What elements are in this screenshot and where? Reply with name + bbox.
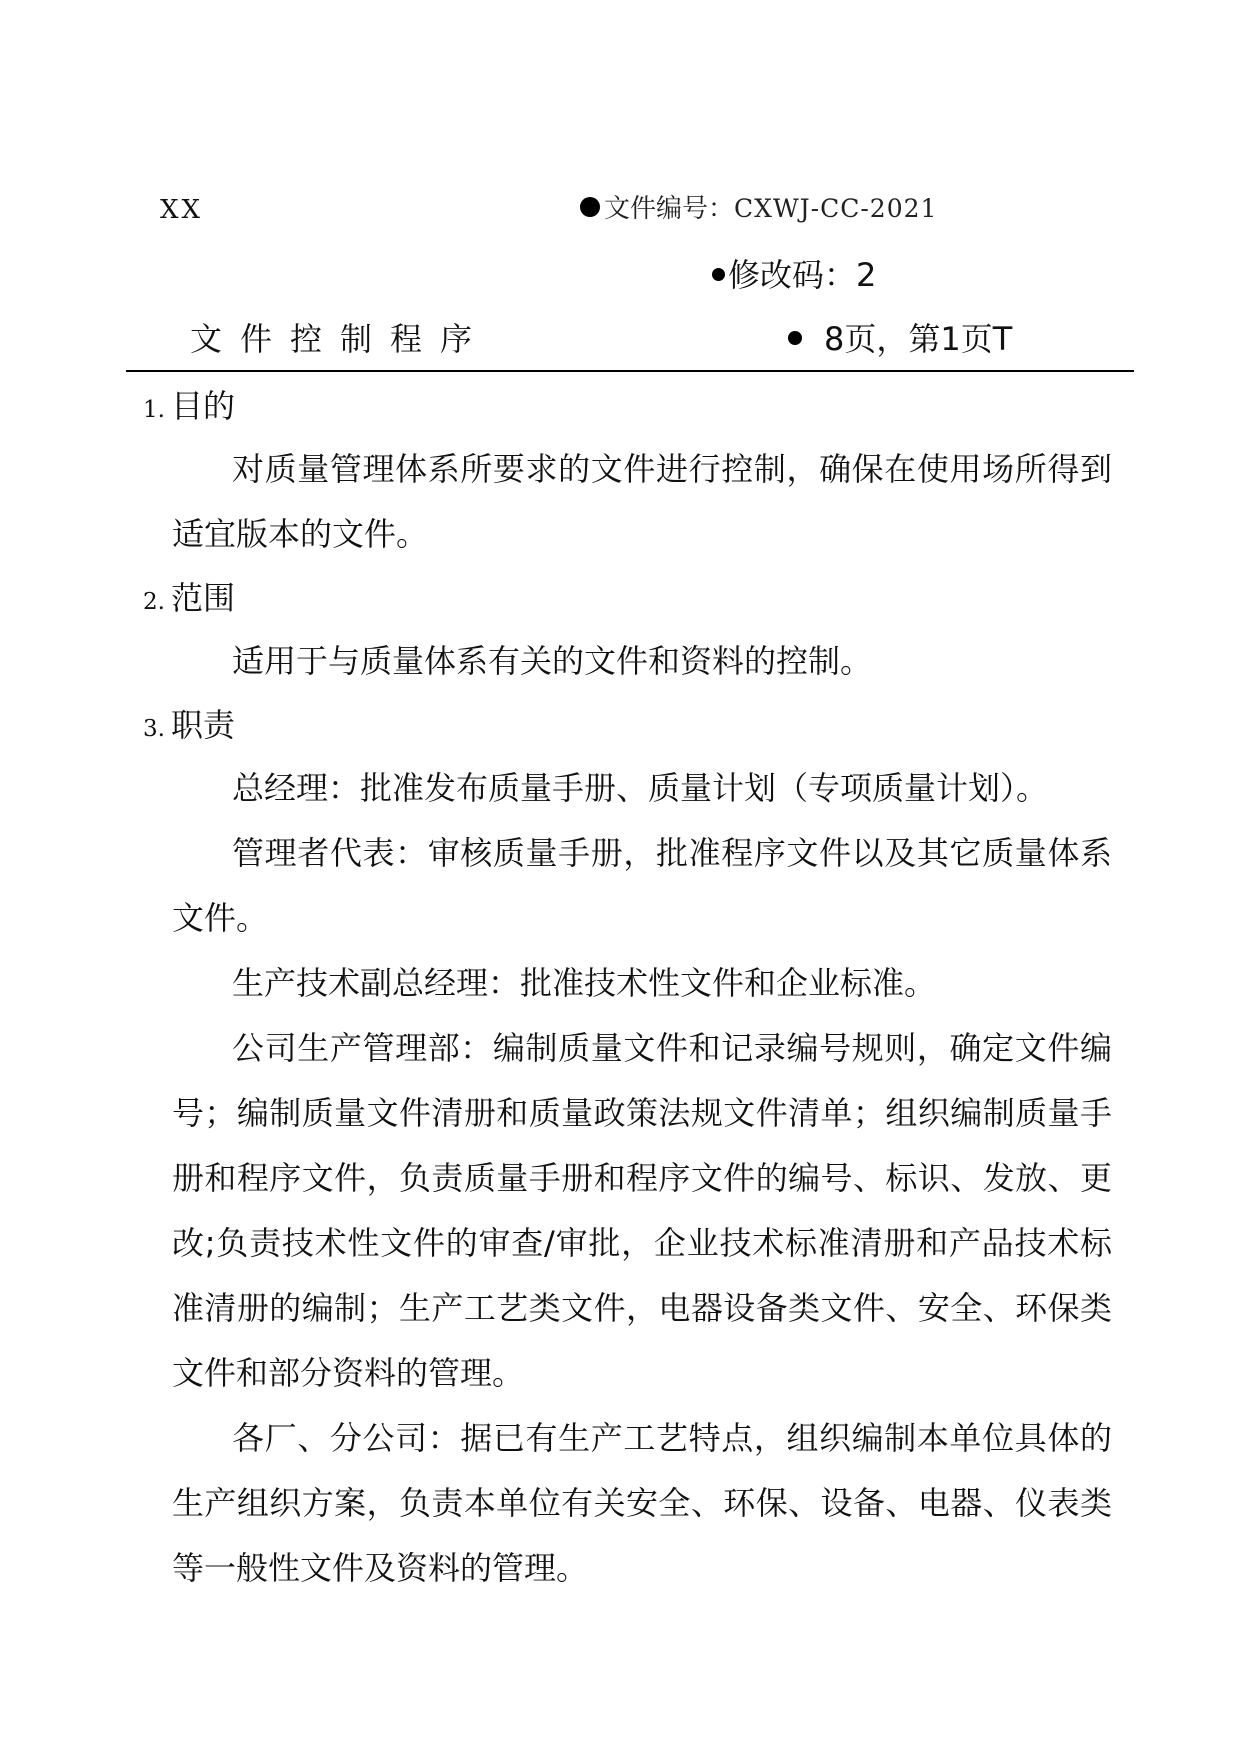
paragraph-management-representative: 管理者代表：审核质量手册，批准程序文件以及其它质量体系文件。 xyxy=(172,834,1112,937)
section-title: 范围 xyxy=(170,579,235,617)
section-purpose xyxy=(143,375,1112,567)
bullet-icon xyxy=(712,268,725,281)
paragraph: 对质量管理体系所要求的文件进行控制，确保在使用场所得到适宜版本的文件。 xyxy=(172,450,1112,553)
section-scope xyxy=(143,567,1112,694)
paragraph-general-manager: 总经理：批准发布质量手册、质量计划（专项质量计划）。 xyxy=(232,769,1049,807)
revision-code xyxy=(712,256,877,294)
paragraph-production-management-dept: 公司生产管理部：编制质量文件和记录编号规则，确定文件编号；编制质量文件清册和质量政策法规文件清单；组织编制质量手册和程序文件，负责质量手册和程序文件的编号、标识、发放、更改;负责技术性文件的审查/审批，企业技术标准清册和产品技术标准清册的编制；生产工艺类文件，电器设备类文件、安全、环保类文件和部分资料的管理。 xyxy=(172,1029,1112,1392)
header-divider xyxy=(126,370,1134,372)
paragraph-branch-factories: 各厂、分公司：据已有生产工艺特点，组织编制本单位具体的生产组织方案，负责本单位有关安全、环保、设备、电器、仪表类等一般性文件及资料的管理。 xyxy=(172,1419,1112,1587)
document-title: 文件控制程序 xyxy=(190,320,491,358)
document-number-value: CXWJ-CC-2021 xyxy=(734,194,938,223)
paragraph-technical-deputy-manager: 生产技术副总经理：批准技术性文件和企业标准。 xyxy=(232,964,937,1002)
document-number-label: 文件编号： xyxy=(604,194,735,224)
document-number xyxy=(580,196,937,222)
paragraph: 适用于与质量体系有关的文件和资料的控制。 xyxy=(232,642,873,680)
revision-label: 修改码： xyxy=(728,256,857,294)
section-heading xyxy=(143,567,1112,629)
section-title: 职责 xyxy=(170,706,235,744)
section-title: 目的 xyxy=(170,387,235,425)
company-name: XX xyxy=(160,195,204,225)
section-number: 1. xyxy=(143,397,165,423)
page-info xyxy=(788,320,1013,358)
section-responsibilities xyxy=(143,694,1112,1601)
section-heading xyxy=(143,375,1112,437)
section-number: 2. xyxy=(143,589,165,615)
bullet-icon xyxy=(580,197,600,217)
bullet-icon xyxy=(788,331,802,345)
page-info-text: 8页，第1页T xyxy=(824,320,1013,358)
section-number: 3. xyxy=(143,716,165,742)
section-heading xyxy=(143,694,1112,756)
revision-value: 2 xyxy=(856,256,877,294)
document-body xyxy=(143,375,1112,1601)
